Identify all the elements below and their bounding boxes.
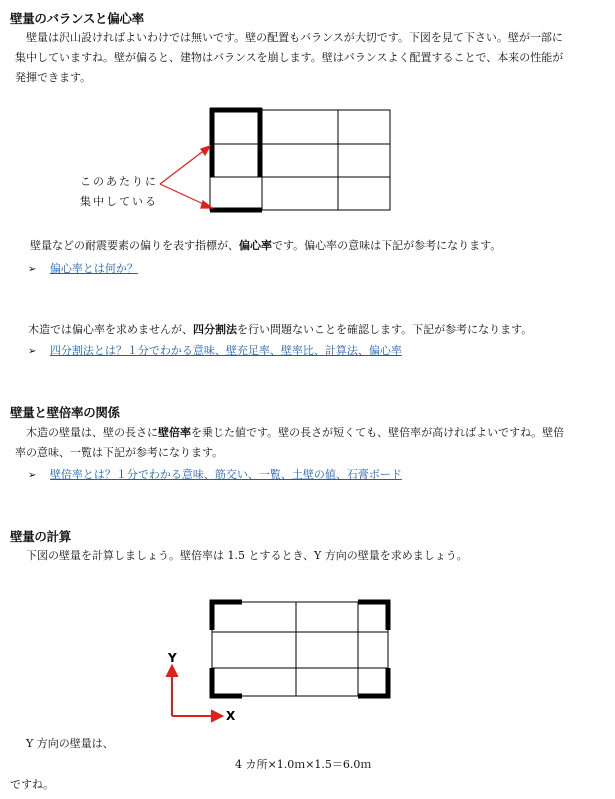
- bullet-arrow-icon: ➢: [28, 346, 37, 357]
- bullet-arrow-icon: ➢: [28, 470, 37, 481]
- calculation-intro: 下図の壁量を計算しましょう。壁倍率は 1.5 とするとき、Y 方向の壁量を求めましょう。: [15, 549, 468, 562]
- four-division-text-pre: 木造では偏心率を求めませんが、: [28, 323, 193, 336]
- pointer-arrows: [160, 146, 212, 208]
- four-division-term: 四分割法: [193, 323, 237, 336]
- wall-ratio-term: 壁倍率: [158, 426, 191, 439]
- closing-text: ですね。: [10, 778, 54, 791]
- section-heading-wall-ratio: 壁量と壁倍率の関係: [10, 405, 120, 420]
- concentrated-walls: [210, 108, 262, 210]
- corner-walls: [212, 602, 388, 696]
- section-heading-calculation: 壁量の計算: [10, 529, 72, 544]
- intro-paragraph-line-3: 発揮できます。: [15, 71, 92, 84]
- four-division-sentence: [28, 320, 532, 340]
- wall-ratio-text-pre: 木造の壁量は、壁の長さに: [15, 426, 158, 439]
- eccentricity-term: 偏心率: [239, 239, 272, 252]
- four-division-text-post: を行い問題ないことを確認します。下記が参考になります。: [237, 323, 533, 336]
- eccentricity-text-post: です。偏心率の意味は下記が参考になります。: [272, 239, 502, 252]
- wall-calculation-figure: [150, 590, 410, 730]
- figure-label-line-1: このあたりに: [80, 175, 158, 188]
- wall-ratio-line-1: [15, 423, 564, 443]
- link-wall-ratio[interactable]: 壁倍率とは？１分でわかる意味、筋交い、一覧、土壁の値、石膏ボード: [49, 468, 402, 481]
- y-axis-label: Y: [168, 651, 177, 665]
- result-label: Y 方向の壁量は、: [15, 737, 114, 750]
- result-formula: 4 カ所×1.0ｍ×1.5＝6.0ｍ: [235, 758, 372, 771]
- link-eccentricity[interactable]: 偏心率とは何か？: [49, 262, 138, 275]
- intro-paragraph-line-1: 壁量は沢山設ければよいわけでは無いです。壁の配置もバランスが大切です。下図を見て下さい。壁が一部に: [15, 31, 563, 44]
- eccentricity-sentence: [30, 236, 501, 256]
- floor-plan-grid: [212, 602, 388, 696]
- intro-paragraph-line-2: 集中していますね。壁が偏ると、建物はバランスを崩します。壁はバランスよく配置することで、本来の性能が: [15, 51, 564, 64]
- bullet-link-3: [28, 465, 402, 486]
- wall-ratio-text-post: を乗じた値です。壁の長さが短くても、壁倍率が高ければよいですね。壁倍: [191, 426, 565, 439]
- floor-plan-grid: [210, 110, 390, 210]
- wall-ratio-line-2: 率の意味、一覧は下記が参考になります。: [15, 446, 224, 459]
- bullet-link-2: [28, 341, 402, 362]
- x-axis-label: X: [226, 709, 236, 723]
- bullet-link-1: [28, 259, 138, 280]
- section-heading-balance: 壁量のバランスと偏心率: [10, 11, 144, 26]
- eccentricity-text-pre: 壁量などの耐震要素の偏りを表す指標が、: [30, 239, 239, 252]
- link-four-division[interactable]: 四分割法とは？１分でわかる意味、壁充足率、壁率比、計算法、偏心率: [49, 344, 402, 357]
- figure-label-line-2: 集中している: [80, 195, 158, 208]
- bullet-arrow-icon: ➢: [28, 264, 37, 275]
